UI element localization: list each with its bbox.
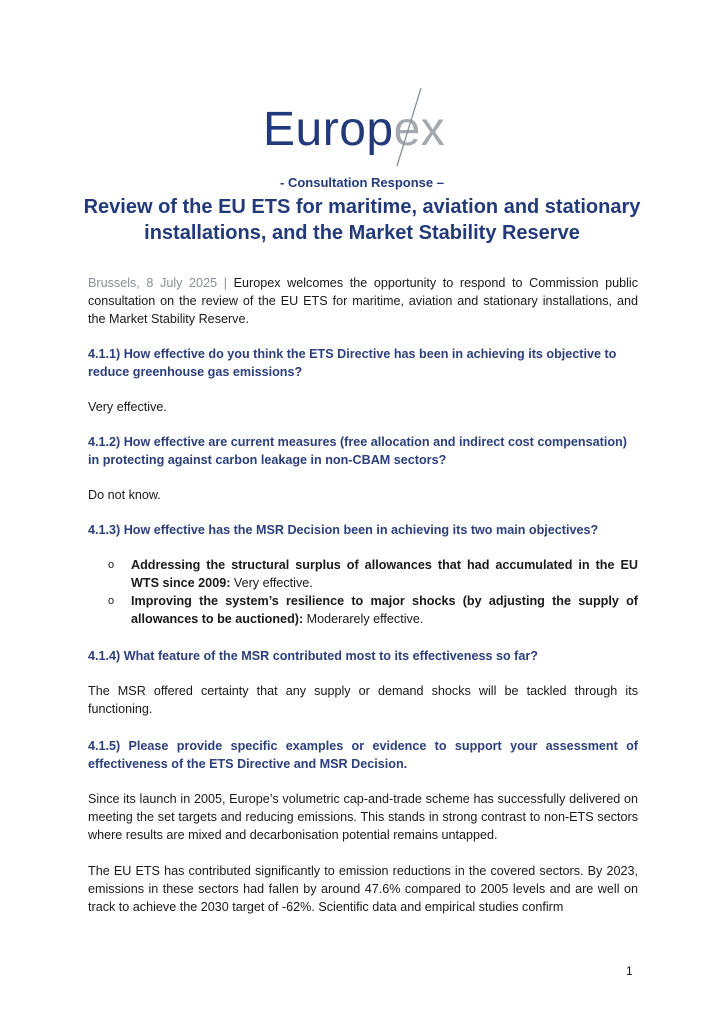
circle-bullet-icon: o	[108, 595, 115, 607]
question-4-1-2: 4.1.2) How effective are current measures (free allocation and indirect cost compensation) in protecting against carbon leakage in non-CBAM sectors?	[88, 435, 627, 467]
page-number: 1	[626, 964, 633, 978]
logo-slash-mark	[0, 88, 724, 168]
document-title: Review of the EU ETS for maritime, aviation and stationary installations, and the Market Stability Reserve	[83, 196, 641, 244]
answer-4-1-5-paragraph-2: The EU ETS has contributed significantly to emission reductions in the covered sectors. By 2023, emissions in these sectors had fallen by around 47.6% compared to 2005 levels and are well on track to achieve the 2030 target of -62%. Scientific data and empirical studies confirm	[88, 864, 638, 914]
circle-bullet-icon: o	[108, 559, 115, 571]
bullet-bold-text: Improving the system’s resilience to major shocks (by adjusting the supply of allowances to be auctioned):	[131, 594, 638, 626]
bullet-bold-text: Addressing the structural surplus of allowances that had accumulated in the EU WTS since 2009:	[131, 558, 638, 590]
question-4-1-1: 4.1.1) How effective do you think the ETS Directive has been in achieving its objective to reduce greenhouse gas emissions?	[88, 347, 617, 379]
answer-4-1-5-paragraph-1: Since its launch in 2005, Europe’s volumetric cap-and-trade scheme has successfully delivered on meeting the set targets and reducing emissions. This stands in strong contrast to non-ETS sectors where results are mixed and decarbonisation potential remains untapped.	[88, 792, 638, 842]
intro-text: Europex welcomes the opportunity to respond to Commission public consultation on the review of the EU ETS for maritime, aviation and stationary installations, and the Market Stability Reserve.	[88, 276, 638, 326]
logo-text-europ: Europ	[263, 103, 394, 156]
question-4-1-5: 4.1.5) Please provide specific examples or evidence to support your assessment of effectiveness of the ETS Directive and MSR Decision.	[88, 739, 638, 771]
question-4-1-4: 4.1.4) What feature of the MSR contributed most to its effectiveness so far?	[88, 649, 538, 663]
bullet-text: Moderarely effective.	[303, 612, 424, 626]
bullet-list-4-1-3	[108, 556, 638, 628]
answer-4-1-2: Do not know.	[88, 488, 161, 502]
dateline: Brussels, 8 July 2025 |	[88, 276, 227, 290]
intro-paragraph	[88, 274, 638, 328]
document-subtitle: - Consultation Response –	[280, 175, 444, 190]
list-item	[108, 556, 638, 592]
logo-text-ex: ex	[393, 103, 446, 156]
question-4-1-3: 4.1.3) How effective has the MSR Decision been in achieving its two main objectives?	[88, 523, 599, 537]
answer-4-1-4: The MSR offered certainty that any supply or demand shocks will be tackled through its functioning.	[88, 684, 638, 716]
europex-logo	[0, 88, 724, 168]
bullet-text: Very effective.	[230, 576, 313, 590]
list-item	[108, 592, 638, 628]
answer-4-1-1: Very effective.	[88, 400, 167, 414]
